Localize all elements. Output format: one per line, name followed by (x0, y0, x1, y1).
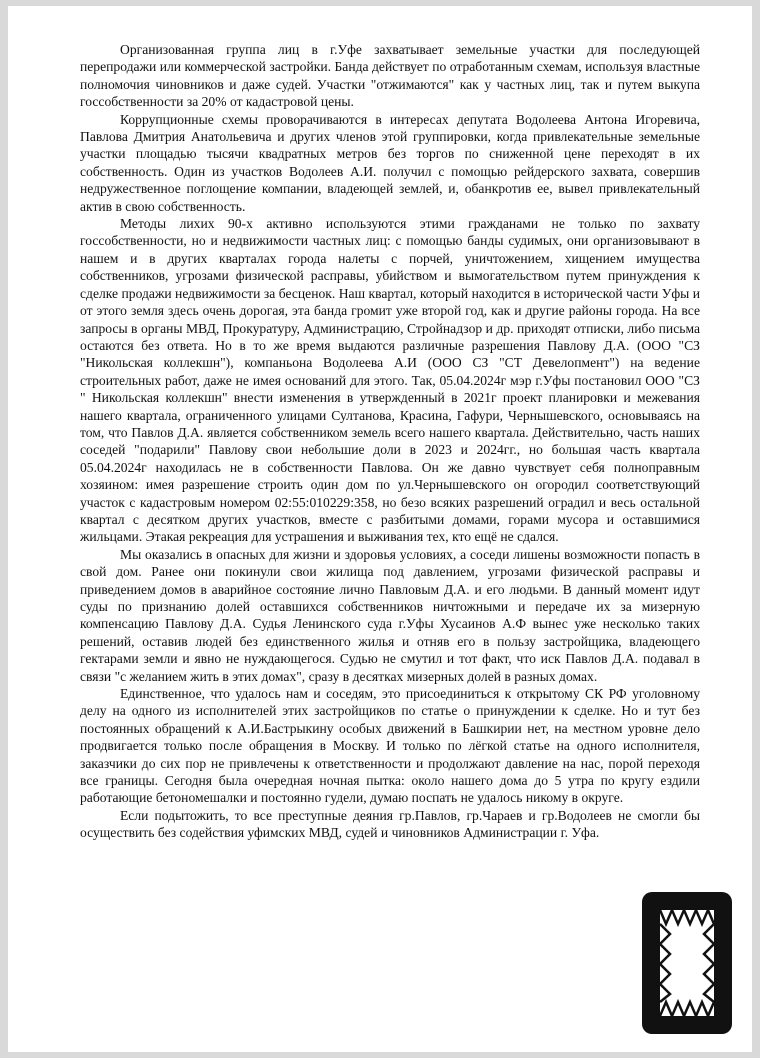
paragraph-6: Если подытожить, то все преступные деяния гр.Павлов, гр.Чараев и гр.Водолеев не смогли бы осуществить без содействия уфимских МВД, судей и чиновников Администрации г. Уфа. (80, 807, 700, 841)
letter-body (80, 41, 700, 842)
paragraph-1: Организованная группа лиц в г.Уфе захватывает земельные участки для последующей перепродажи или коммерческой застройки. Банда действует по отработанным схемам, используя властные полномочия чиновников и даже судей. Участки "отжимаются" как у частных лиц, так и путем выкупа госсобственности за 20% от кадастровой цены. (80, 42, 700, 110)
paragraph-3: Методы лихих 90-х активно используются этими гражданами не только по захвату госсобственности, но и недвижимости частных лиц: с помощью банды судимых, они организовывают в нашем и в других кварталах города налеты с порчей, уничтожением, хищением имущества собственников, угрозами физической расправы, убийством и вымогательством путем принуждения к сделке продажи недвижимости за бесценок. Наш квартал, который находится в исторической части Уфы и от этого земля здесь очень дорогая, эта банда громит уже второй год, как и другие районы города. На все запросы в органы МВД, Прокуратуру, Администрацию, Стройнадзор и др. приходят отписки, либо письма остаются без ответа. Но в то же время выдаются различные разрешения Павлову Д.А. (ООО "СЗ "Никольская коллекшн"), компаньона Водолеева А.И (ООО СЗ "СТ Девелопмент") на ведение строительных работ, даже не имея оснований для этого. Так, 05.04.2024г мэр г.Уфы постановил ООО "СЗ " Никольская коллекшн" внести изменения в утвержденный в 2021г проект планировки и межевания нашего квартала, ограниченного улицами Султанова, Красина, Гафури, Чернышевского, основываясь на том, что Павлов Д.А. является собственником земель всего нашего квартала. Действительно, часть наших соседей "подарили" Павлову свои небольшие доли в 2023 и 2024гг., но большая часть квартала 05.04.2024г находилась не в собственности Павлова. Он же давно чувствует себя полноправным хозяином: имея разрешение строить один дом по ул.Чернышевского он огородил соответствующий участок с кадастровым номером 02:55:010229:358, но безо всяких разрешений оградил и весь остальной квартал с десятком других участков, вместе с разбитыми домами, горами мусора и оставшимися жильцами. Этакая рекреация для устрашения и выживания тех, кто ещё не сдался. (80, 216, 700, 545)
paragraph-2: Коррупционные схемы проворачиваются в интересах депутата Водолеева Антона Игоревича, Павлова Дмитрия Анатольевича и других членов этой группировки, когда привлекательные земельные участки площадью тысячи квадратных метров без торгов по сниженной цене переходят в их собственность. Один из участков Водолеев А.И. получил с помощью рейдерского захвата, совершив недружественное поглощение компании, владеющей землей, и, обанкротив ее, вывел привлекательный актив в свою собственность. (80, 111, 700, 214)
paragraph-5: Единственное, что удалось нам и соседям, это присоединиться к открытому СК РФ уголовному делу на одного из исполнителей этих застройщиков по статье о принуждении к сделке. Но и тут без постоянных обращений к А.И.Бастрыкину особых движений в Башкирии нет, на местном уровне дело продвигается только после обращения в Москву. И только по лёгкой статье на одного исполнителя, заказчики до сих пор не привлечены к ответственности и продолжают давление на нас, порой переходя все границы. Сегодня была очередная ночная пытка: около нашего дома до 5 утра по кругу ездили работающие бетономешалки и постоянно гудели, думаю поспать не удалось никому в округе. (80, 686, 700, 806)
paragraph-4: Мы оказались в опасных для жизни и здоровья условиях, а соседи лишены возможности попасть в свой дом. Ранее они покинули свои жилища под давлением, угрозами физической расправы и приведением домов в аварийное состояние лично Павловым Д.А. и его людьми. В данный момент идут суды по признанию долей оставшихся собственников ничтожными и передаче их за мизерную компенсацию Павлову Д.А. Судья Ленинского суда г.Уфы Хусаинов А.Ф вынес уже несколько таких решений, оставив людей без единственного жилья и отняв его в пользу застройщика, владеющего гектарами земли и явно не нуждающегося. Судью не смутил и тот факт, что иск Павлов Д.А. подавал в связи "с желанием жить в этих домах", сразу в десятках мизерных долей в разных домах. (80, 546, 700, 684)
logo-inner-window (660, 910, 714, 1016)
document-page (8, 6, 752, 1052)
zigzag-zero-logo-icon (640, 890, 734, 1036)
